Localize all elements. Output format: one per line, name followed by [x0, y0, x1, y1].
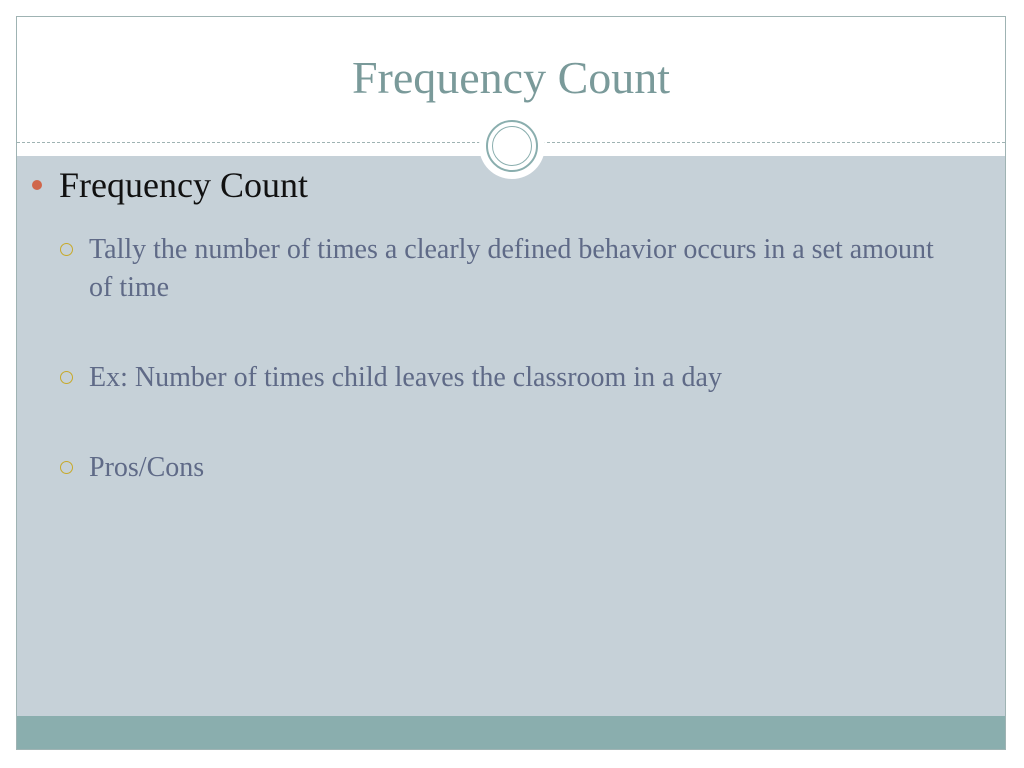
- hollow-circle-bullet-icon: [60, 371, 73, 384]
- sub-bullet-item: [60, 231, 960, 307]
- hollow-circle-bullet-icon: [60, 461, 73, 474]
- sub-bullet-text: Tally the number of times a clearly defined behavior occurs in a set amount of time: [89, 234, 934, 303]
- filled-circle-bullet-icon: [32, 180, 42, 190]
- bullet-item: [32, 164, 308, 206]
- slide-title: Frequency Count: [351, 52, 671, 103]
- sub-bullet-item: [60, 449, 960, 487]
- sub-bullet-text: Pros/Cons: [89, 452, 205, 483]
- hollow-circle-bullet-icon: [60, 243, 73, 256]
- sub-bullet-text: Ex: Number of times child leaves the classroom in a day: [89, 362, 722, 393]
- bullet-text: Frequency Count: [59, 165, 308, 205]
- sub-bullet-item: [60, 359, 960, 397]
